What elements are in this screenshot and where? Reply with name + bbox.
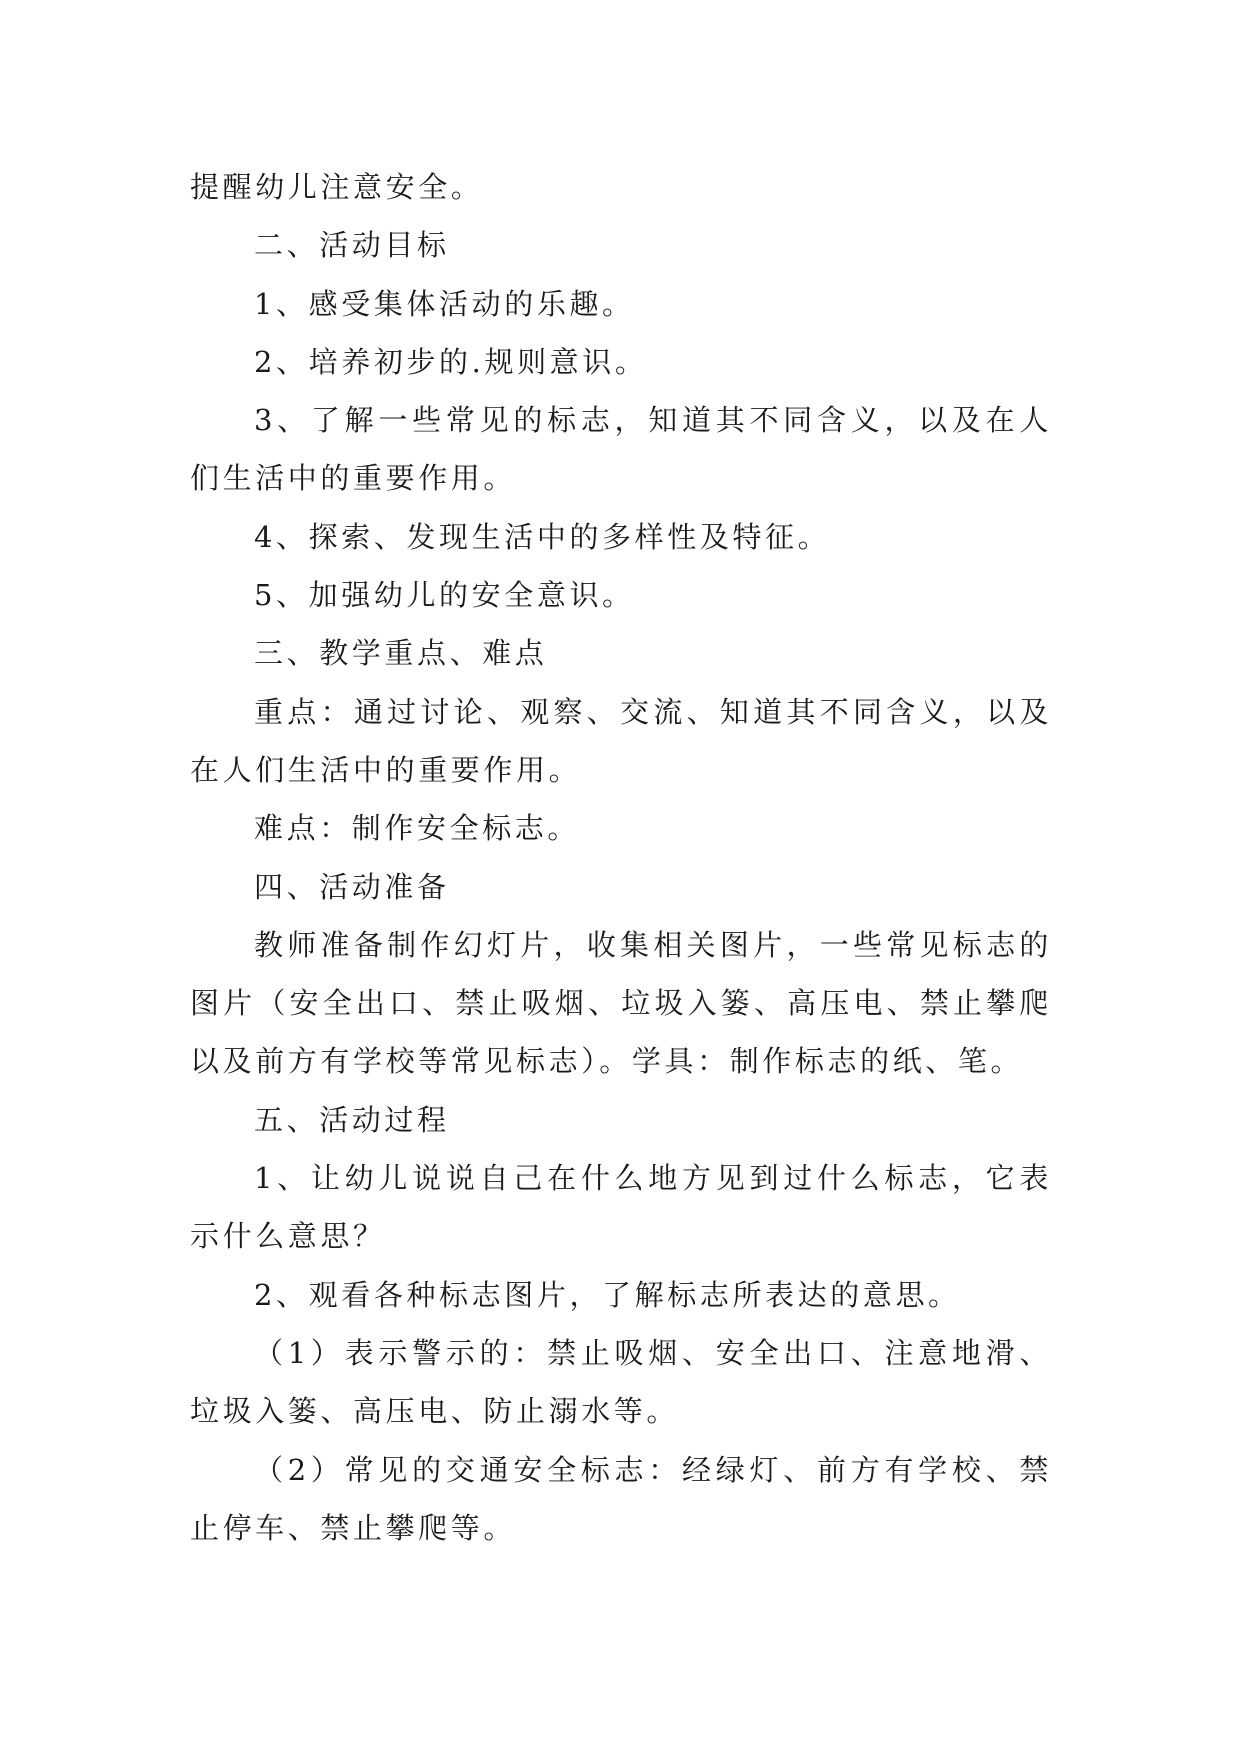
paragraph: 重点：通过讨论、观察、交流、知道其不同含义，以及在人们生活中的重要作用。 bbox=[190, 694, 1052, 787]
section-heading-process: 五、活动过程 bbox=[254, 1102, 450, 1137]
section-heading-activity-goals: 二、活动目标 bbox=[254, 228, 450, 263]
list-item: （2）常见的交通安全标志：经绿灯、前方有学校、禁止停车、禁止攀爬等。 bbox=[190, 1452, 1052, 1545]
list-item: 1、感受集体活动的乐趣。 bbox=[254, 286, 635, 321]
list-item: 2、观看各种标志图片，了解标志所表达的意思。 bbox=[254, 1277, 961, 1312]
list-item: （1）表示警示的：禁止吸烟、安全出口、注意地滑、垃圾入篓、高压电、防止溺水等。 bbox=[190, 1335, 1052, 1429]
list-item: 2、培养初步的.规则意识。 bbox=[254, 344, 648, 379]
section-heading-preparation: 四、活动准备 bbox=[254, 869, 450, 904]
list-item: 1、让幼儿说说自己在什么地方见到过什么标志，它表示什么意思？ bbox=[190, 1161, 1052, 1254]
paragraph: 难点：制作安全标志。 bbox=[254, 811, 581, 846]
section-heading-key-points: 三、教学重点、难点 bbox=[254, 636, 548, 671]
paragraph: 教师准备制作幻灯片，收集相关图片，一些常见标志的图片（安全出口、禁止吸烟、垃圾入篓、高压电、禁止攀爬以及前方有学校等常见标志）。学具：制作标志的纸、笔。 bbox=[190, 927, 1052, 1079]
list-item: 4、探索、发现生活中的多样性及特征。 bbox=[254, 519, 831, 554]
list-item: 3、了解一些常见的标志，知道其不同含义，以及在人们生活中的重要作用。 bbox=[190, 403, 1052, 496]
paragraph: 提醒幼儿注意安全。 bbox=[190, 170, 484, 204]
list-item: 5、加强幼儿的安全意识。 bbox=[254, 578, 635, 613]
document-body bbox=[190, 158, 1052, 1557]
